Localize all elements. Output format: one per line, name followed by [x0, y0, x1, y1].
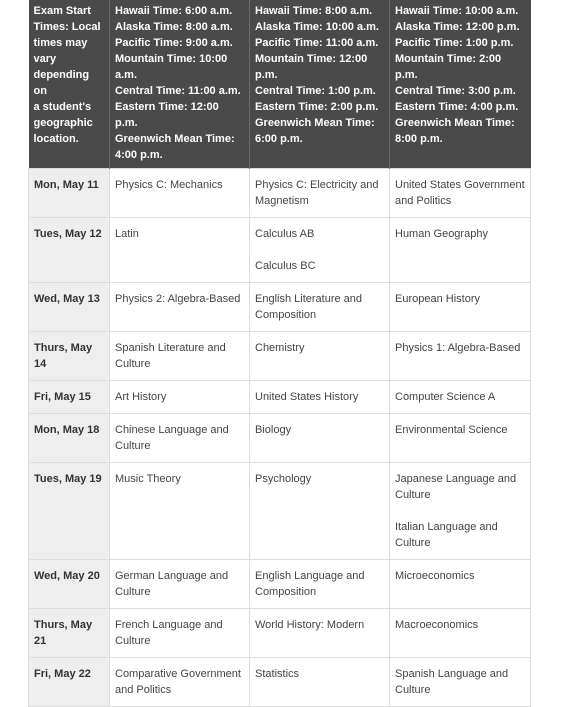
- exam-name: Physics C: Electricity and Magnetism: [255, 179, 379, 207]
- table-row: [29, 658, 531, 707]
- exam-cell: [250, 463, 390, 560]
- day-cell: Tues, May 12: [29, 218, 110, 283]
- exam-name: Physics 2: Algebra-Based: [115, 293, 241, 305]
- header-line: Alaska Time: 8:00 a.m.: [115, 21, 233, 33]
- table-body: [29, 169, 531, 707]
- exam-name: Chinese Language and Culture: [115, 424, 229, 452]
- header-line: times may: [33, 37, 88, 49]
- header-line: location.: [33, 133, 79, 145]
- exam-name: English Language and Composition: [255, 570, 365, 598]
- header-start-times: [29, 0, 110, 169]
- exam-name: Microeconomics: [395, 570, 475, 582]
- exam-name: Italian Language and Culture: [395, 521, 498, 549]
- exam-name: Physics 1: Algebra-Based: [395, 342, 521, 354]
- exam-cell: [250, 283, 390, 332]
- header-line: Hawaii Time: 6:00 a.m.: [115, 5, 233, 17]
- header-line: Greenwich Mean Time:: [395, 117, 515, 129]
- exam-name: Art History: [115, 391, 167, 403]
- day-cell: Thurs, May 14: [29, 332, 110, 381]
- header-line: vary: [33, 53, 57, 65]
- exam-cell: [250, 332, 390, 381]
- exam-cell: [110, 658, 250, 707]
- header-line: Central Time: 1:00 p.m.: [255, 85, 376, 97]
- header-session-3: [390, 0, 531, 169]
- exam-name: Psychology: [255, 473, 312, 485]
- exam-cell: [250, 169, 390, 218]
- header-line: Alaska Time: 10:00 a.m.: [255, 21, 379, 33]
- day-cell: Mon, May 11: [29, 169, 110, 218]
- header-line: Times: Local: [33, 21, 101, 33]
- exam-name: French Language and Culture: [115, 619, 223, 647]
- exam-name: Spanish Literature and Culture: [115, 342, 226, 370]
- table-row: [29, 414, 531, 463]
- header-line: a student's: [33, 101, 92, 113]
- header-line: Central Time: 11:00 a.m.: [115, 85, 241, 97]
- exam-name: Chemistry: [255, 342, 305, 354]
- exam-cell: [110, 283, 250, 332]
- header-line: a.m.: [115, 69, 138, 81]
- exam-name: Physics C: Mechanics: [115, 179, 223, 191]
- exam-name: Latin: [115, 228, 139, 240]
- header-line: Eastern Time: 2:00 p.m.: [255, 101, 379, 113]
- header-line: Eastern Time: 4:00 p.m.: [395, 101, 519, 113]
- table-row: [29, 169, 531, 218]
- header-line: Mountain Time: 2:00 p.m.: [395, 53, 502, 81]
- exam-cell: [390, 414, 531, 463]
- header-line: p.m.: [255, 69, 278, 81]
- table-header: [29, 0, 531, 169]
- exam-cell: [390, 283, 531, 332]
- exam-cell: [250, 414, 390, 463]
- header-line: Pacific Time: 9:00 a.m.: [115, 37, 233, 49]
- exam-name: Human Geography: [395, 228, 488, 240]
- exam-cell: [110, 560, 250, 609]
- header-session-1: [110, 0, 250, 169]
- table-row: [29, 381, 531, 414]
- exam-name: United States History: [255, 391, 359, 403]
- day-cell: Fri, May 15: [29, 381, 110, 414]
- exam-name: Music Theory: [115, 473, 181, 485]
- header-line: geographic: [33, 117, 93, 129]
- exam-name: Biology: [255, 424, 292, 436]
- exam-name: World History: Modern: [255, 619, 365, 631]
- exam-cell: [250, 381, 390, 414]
- exam-cell: [110, 332, 250, 381]
- exam-cell: [390, 463, 531, 560]
- header-line: 4:00 p.m.: [115, 149, 163, 161]
- exam-cell: [110, 609, 250, 658]
- exam-name: United States Government and Politics: [395, 179, 525, 207]
- exam-cell: [390, 609, 531, 658]
- header-line: 6:00 p.m.: [255, 133, 303, 145]
- exam-cell: [250, 218, 390, 283]
- header-line: depending on: [33, 69, 90, 97]
- header-line: Eastern Time: 12:00 p.m.: [115, 101, 219, 129]
- header-row: [29, 0, 531, 169]
- exam-name: European History: [395, 293, 480, 305]
- exam-cell: [390, 169, 531, 218]
- exam-name: Calculus BC: [255, 260, 316, 272]
- exam-name: Calculus AB: [255, 228, 315, 240]
- day-cell: Tues, May 19: [29, 463, 110, 560]
- table-row: [29, 463, 531, 560]
- header-session-2: [250, 0, 390, 169]
- exam-schedule-table: [28, 0, 531, 707]
- exam-cell: [110, 169, 250, 218]
- exam-cell: [390, 560, 531, 609]
- exam-name: English Literature and Composition: [255, 293, 363, 321]
- exam-cell: [110, 463, 250, 560]
- exam-cell: [250, 658, 390, 707]
- exam-name: German Language and Culture: [115, 570, 229, 598]
- exam-cell: [110, 414, 250, 463]
- header-line: Hawaii Time: 8:00 a.m.: [255, 5, 373, 17]
- exam-cell: [390, 381, 531, 414]
- exam-name: Statistics: [255, 668, 300, 680]
- header-line: Pacific Time: 11:00 a.m.: [255, 37, 379, 49]
- header-line: Exam Start: [33, 5, 91, 17]
- day-cell: Thurs, May 21: [29, 609, 110, 658]
- day-cell: Wed, May 20: [29, 560, 110, 609]
- header-line: Central Time: 3:00 p.m.: [395, 85, 516, 97]
- table-row: [29, 218, 531, 283]
- exam-name: Macroeconomics: [395, 619, 479, 631]
- header-line: Hawaii Time: 10:00 a.m.: [395, 5, 519, 17]
- day-cell: Mon, May 18: [29, 414, 110, 463]
- exam-name: Japanese Language and Culture: [395, 473, 517, 501]
- header-line: Greenwich Mean Time:: [115, 133, 235, 145]
- table-row: [29, 283, 531, 332]
- header-line: Greenwich Mean Time:: [255, 117, 375, 129]
- table-row: [29, 560, 531, 609]
- exam-cell: [110, 218, 250, 283]
- header-line: Pacific Time: 1:00 p.m.: [395, 37, 514, 49]
- day-cell: Fri, May 22: [29, 658, 110, 707]
- exam-cell: [390, 658, 531, 707]
- day-cell: Wed, May 13: [29, 283, 110, 332]
- exam-name: Environmental Science: [395, 424, 508, 436]
- header-line: Mountain Time: 12:00: [255, 53, 368, 65]
- exam-cell: [110, 381, 250, 414]
- exam-cell: [390, 332, 531, 381]
- table-row: [29, 332, 531, 381]
- exam-name: Spanish Language and Culture: [395, 668, 509, 696]
- exam-cell: [390, 218, 531, 283]
- exam-name: Computer Science A: [395, 391, 496, 403]
- header-line: Mountain Time: 10:00: [115, 53, 228, 65]
- exam-cell: [250, 560, 390, 609]
- header-line: 8:00 p.m.: [395, 133, 443, 145]
- table-row: [29, 609, 531, 658]
- header-line: Alaska Time: 12:00 p.m.: [395, 21, 520, 33]
- exam-cell: [250, 609, 390, 658]
- exam-name: Comparative Government and Politics: [115, 668, 241, 696]
